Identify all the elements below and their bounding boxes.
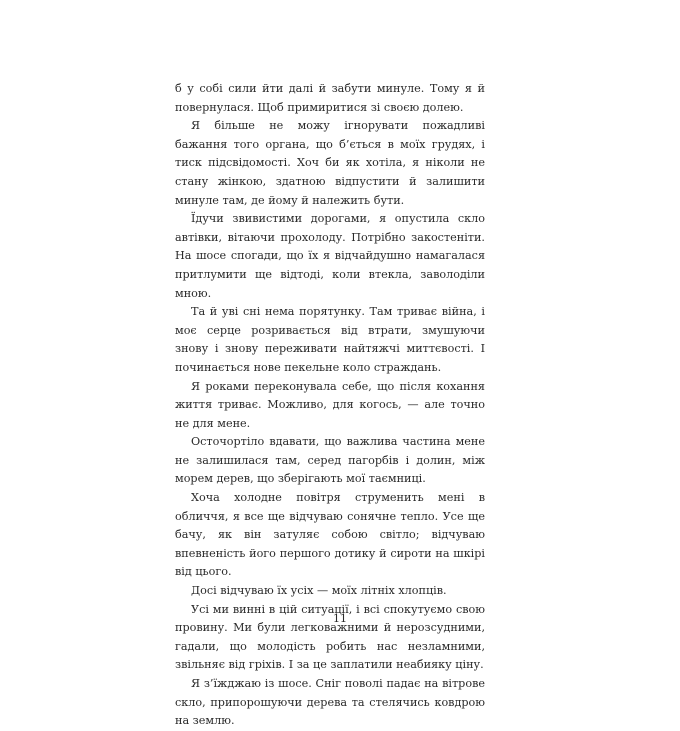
paragraph-7: Хоча холодне повітря струменить мені в обличчя, я все ще відчуваю сонячне тепло. Усе ще бачу, як він затуляє собою світло; відчуваю впевненість його першого дотику й сироти на шкірі від цього. [175,491,485,579]
paragraph-4: Та й уві сні нема порятунку. Там триває війна, і моє серце розривається від втрати, змушуючи знову і знову переживати найтяжчі миттєвості. І починається нове пекельне коло страждань. [175,305,485,374]
paragraph-9: Усі ми винні в цій ситуації, і всі спокутуємо свою провину. Ми були легковажними й нерозсудними, гадали, що молодість робить нас незламними, звільняє від гріхів. І за це заплатили неабияку ціну. [175,602,485,672]
paragraph-8: Досі відчуваю їх усіх — моїх літніх хлопців. [191,584,447,598]
paragraph-3: Їдучи звивистими дорогами, я опустила скло автівки, вітаючи прохолоду. Потрібно закостеніти. На шосе спогади, що їх я відчайдушно намагалася притлумити ще відтоді, коли втекла, заволоділи мною. [175,212,485,300]
paragraph-10: Я з’їжджаю із шосе. Сніг поволі падає на вітрове скло, припорошуючи дерева та стелячись ковдрою на землю. [175,677,485,728]
paragraph-6: Осточортіло вдавати, що важлива частина мене не залишилася там, серед пагорбів і долин, між морем дерев, що зберігають мої таємниці. [175,435,485,486]
page-number: 11 [333,612,347,625]
paragraph-2: Я більше не можу ігнорувати пожадливі бажання того органа, що б’ється в моїх грудях, і тиск підсвідомості. Хоч би як хотіла, я ніколи не стану жінкою, здатною відпустити й залишити минуле там, де йому й належить бути. [175,119,485,207]
paragraph-5: Я роками переконувала себе, що після кохання життя триває. Можливо, для когось, — але точно не для мене. [175,379,485,430]
paragraph-1: б у собі сили йти далі й забути минуле. Тому я й повернулася. Щоб примиритися зі своєю долею. [175,82,485,114]
body-text [175,80,485,731]
